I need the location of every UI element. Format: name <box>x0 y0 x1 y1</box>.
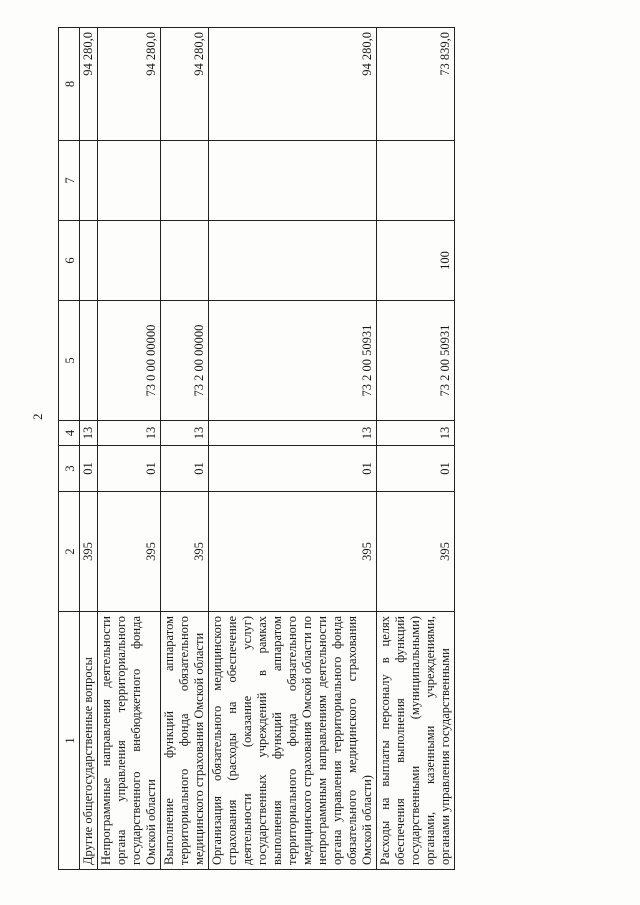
cell-target: 73 0 00 00000 <box>98 301 161 421</box>
cell-admin: 395 <box>80 492 98 612</box>
cell-target: 73 2 00 50931 <box>377 301 455 421</box>
cell-type: 100 <box>377 221 455 301</box>
row-name: Расходы на выплаты персоналу в целях обеспечения выполнения функций государственными (муниципальными) органами, казенными учреждениями, органами управления государственными <box>377 612 455 870</box>
cell-admin: 395 <box>161 492 209 612</box>
rotated-table-container <box>58 28 580 870</box>
header-cell: 6 <box>59 221 80 301</box>
cell-col7 <box>209 141 377 221</box>
cell-admin: 395 <box>377 492 455 612</box>
header-row <box>59 28 80 870</box>
cell-col7 <box>80 141 98 221</box>
cell-type <box>98 221 161 301</box>
cell-col7 <box>377 141 455 221</box>
cell-subsection: 13 <box>161 421 209 446</box>
row-name: Непрограммные направления деятельности органа управления территориального государственного внебюджетного фонда Омской области <box>98 612 161 870</box>
cell-admin: 395 <box>98 492 161 612</box>
header-cell: 3 <box>59 446 80 492</box>
cell-section: 01 <box>80 446 98 492</box>
page-number: 2 <box>30 413 45 420</box>
cell-type <box>80 221 98 301</box>
cell-section: 01 <box>98 446 161 492</box>
budget-table <box>58 27 455 870</box>
cell-type <box>161 221 209 301</box>
cell-subsection: 13 <box>209 421 377 446</box>
cell-target: 73 2 00 00000 <box>161 301 209 421</box>
header-cell: 1 <box>59 612 80 870</box>
row-name: Другие общегосударственные вопросы <box>80 612 98 870</box>
cell-amount: 94 280,0 <box>80 28 98 141</box>
header-cell: 2 <box>59 492 80 612</box>
header-cell: 7 <box>59 141 80 221</box>
row-name: Выполнение функций аппаратом территориального фонда обязательного медицинского страхования Омской области <box>161 612 209 870</box>
cell-subsection: 13 <box>80 421 98 446</box>
cell-target <box>80 301 98 421</box>
cell-amount: 94 280,0 <box>98 28 161 141</box>
cell-section: 01 <box>377 446 455 492</box>
row-name: Организация обязательного медицинского страхования (расходы на обеспечение деятельности (оказание услуг) государственных учреждений в рамках выполнения функций аппаратом территориального фонда обязательного медицинского страхования Омской области по непрограммным направлениям деятельности органа управления территориального фонда обязательного медицинского страхования Омской области) <box>209 612 377 870</box>
cell-amount: 94 280,0 <box>161 28 209 141</box>
header-cell: 4 <box>59 421 80 446</box>
cell-subsection: 13 <box>98 421 161 446</box>
header-cell: 5 <box>59 301 80 421</box>
cell-col7 <box>98 141 161 221</box>
cell-type <box>209 221 377 301</box>
cell-amount: 73 839,0 <box>377 28 455 141</box>
cell-subsection: 13 <box>377 421 455 446</box>
cell-target: 73 2 00 50931 <box>209 301 377 421</box>
cell-admin: 395 <box>209 492 377 612</box>
table-row <box>377 28 455 870</box>
table-row <box>161 28 209 870</box>
cell-section: 01 <box>161 446 209 492</box>
table-row <box>80 28 98 870</box>
cell-section: 01 <box>209 446 377 492</box>
header-cell: 8 <box>59 28 80 141</box>
table-row <box>209 28 377 870</box>
cell-col7 <box>161 141 209 221</box>
cell-amount: 94 280,0 <box>209 28 377 141</box>
table-row <box>98 28 161 870</box>
